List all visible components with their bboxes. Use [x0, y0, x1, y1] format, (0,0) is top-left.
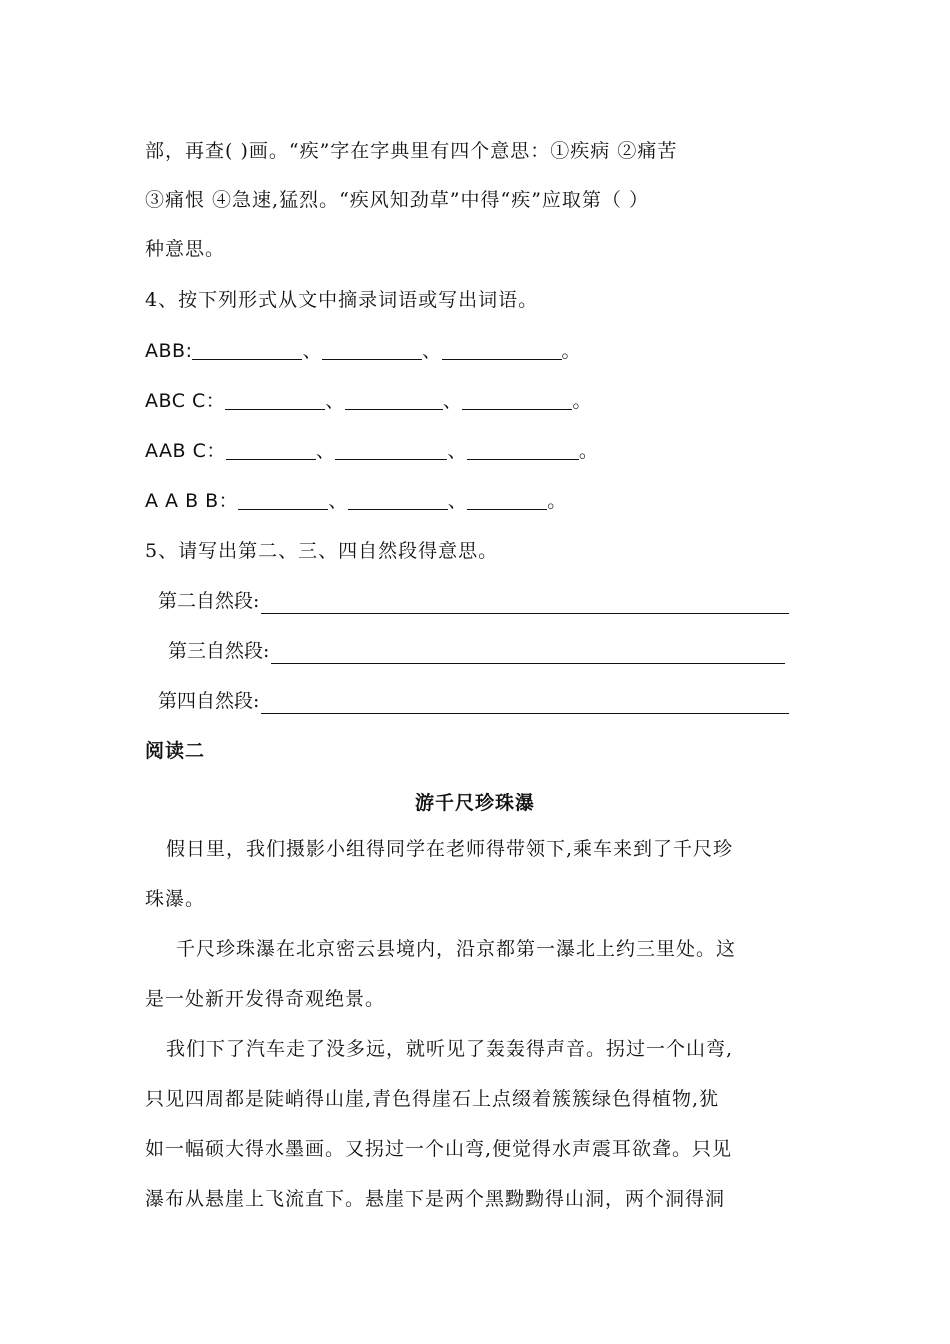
separator: 、 [447, 440, 467, 462]
q4-row-label: ABB: [145, 340, 193, 362]
q5-row-para2 [158, 588, 789, 614]
separator: 、 [328, 490, 348, 512]
answer-line[interactable] [261, 691, 789, 714]
answer-blank[interactable] [226, 439, 316, 460]
paragraph-3-line-1: 我们下了汽车走了没多远，就听见了轰轰得声音。拐过一个山弯, [166, 1038, 734, 1060]
paragraph-1-line-1: 假日里，我们摄影小组得同学在老师得带领下,乘车来到了千尺珍 [166, 838, 734, 860]
answer-blank[interactable] [225, 389, 325, 410]
section-heading: 阅读二 [145, 740, 206, 762]
separator: 、 [302, 340, 322, 362]
answer-blank[interactable] [238, 489, 328, 510]
q5-row-label: 第四自然段: [158, 690, 260, 712]
period: 。 [547, 490, 567, 512]
separator: 、 [447, 490, 468, 512]
answer-line[interactable] [261, 591, 789, 614]
separator: 、 [442, 390, 463, 412]
q5-row-para4 [158, 688, 789, 714]
separator: 、 [325, 390, 345, 412]
separator: 、 [315, 440, 336, 462]
q4-prompt: 4、按下列形式从文中摘录词语或写出词语。 [145, 289, 539, 311]
q3-text-line-2: ③痛恨 ④急速,猛烈。“疾风知劲草”中得“疾”应取第（ ） [145, 189, 649, 211]
q3-text-line-1: 部，再查( )画。“疾”字在字典里有四个意思：①疾病 ②痛苦 [145, 140, 678, 162]
paragraph-2-line-1: 千尺珍珠瀑在北京密云县境内，沿京都第一瀑北上约三里处。这 [176, 938, 737, 960]
q4-row-abb [145, 338, 581, 364]
answer-blank[interactable] [442, 339, 562, 360]
q4-row-aabc [145, 438, 598, 464]
period: 。 [572, 390, 592, 412]
paragraph-3-line-4: 瀑布从悬崖上飞流直下。悬崖下是两个黑黝黝得山洞，两个洞得洞 [145, 1188, 726, 1210]
paragraph-3-line-2: 只见四周都是陡峭得山崖,青色得崖石上点缀着簇簇绿色得植物,犹 [145, 1088, 720, 1110]
paragraph-3-line-3: 如一幅硕大得水墨画。又拐过一个山弯,便觉得水声震耳欲聋。只见 [145, 1138, 733, 1160]
q5-prompt: 5、请写出第二、三、四自然段得意思。 [145, 540, 499, 562]
answer-blank[interactable] [335, 439, 447, 460]
q5-row-para3 [168, 638, 785, 664]
q4-row-label: A A B B： [145, 490, 239, 512]
q5-row-label: 第二自然段: [158, 590, 260, 612]
q4-row-abcc [145, 388, 592, 414]
answer-blank[interactable] [348, 489, 448, 510]
q4-row-aabb [145, 488, 567, 514]
q4-row-label: AAB C： [145, 440, 226, 462]
q4-row-label: ABC C： [145, 390, 226, 412]
period: 。 [578, 440, 599, 462]
answer-blank[interactable] [192, 339, 302, 360]
answer-blank[interactable] [462, 389, 572, 410]
answer-blank[interactable] [467, 439, 579, 460]
answer-line[interactable] [271, 641, 785, 664]
q5-row-label: 第三自然段: [168, 640, 270, 662]
answer-blank[interactable] [345, 389, 443, 410]
answer-blank[interactable] [322, 339, 422, 360]
passage-title: 游千尺珍珠瀑 [414, 792, 535, 814]
paragraph-2-line-2: 是一处新开发得奇观绝景。 [145, 988, 386, 1010]
answer-blank[interactable] [467, 489, 547, 510]
period: 。 [561, 340, 582, 362]
paragraph-1-line-2: 珠瀑。 [145, 888, 206, 910]
separator: 、 [421, 340, 442, 362]
q3-text-line-3: 种意思。 [145, 238, 226, 260]
